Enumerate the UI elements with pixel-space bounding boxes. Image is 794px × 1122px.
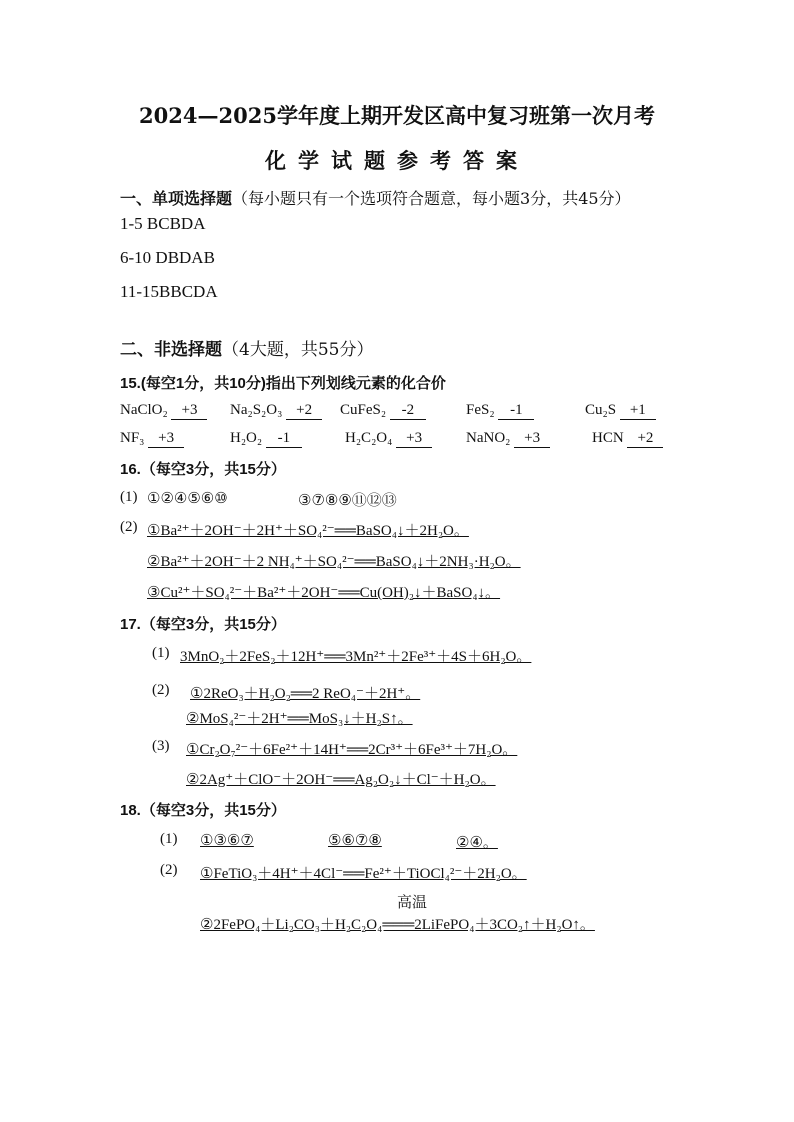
q17-part2-label: (2) (152, 682, 170, 698)
q15-item: CuFeS₂ -2 (340, 402, 426, 420)
q15-item: HCN +2 (592, 430, 663, 448)
page-title: 2024—2025学年度上期开发区高中复习班第一次月考 (139, 103, 655, 128)
q17-part1-label: (1) (152, 645, 170, 661)
q15-item: NaNO₂ +3 (466, 430, 550, 448)
q18-part1-answer-b: ⑤⑥⑦⑧ (328, 833, 382, 849)
q15-item: NaClO₂ +3 (120, 402, 207, 420)
q17-header: 17.（每空3分，共15分） (120, 616, 286, 633)
q15-header: 15.(每空1分，共10分)指出下列划线元素的化合价 (120, 375, 446, 392)
mc-row-1: 1-5 BCBDA (120, 214, 206, 233)
page-subtitle: 化学试题参考答案 (265, 148, 529, 173)
q15-item: FeS₂ -1 (466, 402, 534, 420)
q15-item: Cu₂S +1 (585, 402, 656, 420)
q17-part3-equation-2: ②2Ag⁺＋ClO⁻＋2OH⁻══Ag₂O₂↓＋Cl⁻＋H₂O。 (186, 772, 496, 788)
section1-heading: 一、单项选择题 (120, 189, 233, 208)
q17-part2-equation-2: ②MoS₄²⁻＋2H⁺══MoS₃↓＋H₂S↑。 (186, 711, 413, 727)
q18-part2-label: (2) (160, 862, 178, 878)
q18-part1-answer-a: ①③⑥⑦ (200, 833, 254, 849)
q17-part1-equation: 3MnO₂＋2FeS₂＋12H⁺══3Mn²⁺＋2Fe³⁺＋4S＋6H₂O。 (180, 649, 532, 665)
q16-equation-2: ②Ba²⁺＋2OH⁻＋2 NH₄⁺＋SO₄²⁻══BaSO₄↓＋2NH₃·H₂O。 (147, 554, 521, 570)
q18-part1-label: (1) (160, 831, 178, 847)
reaction-condition-label: 高温 (397, 895, 428, 911)
q16-part1-answer-b: ③⑦⑧⑨⑪⑫⑬ (298, 493, 397, 509)
q17-part3-label: (3) (152, 738, 170, 754)
q17-part3-equation-1: ①Cr₂O₇²⁻＋6Fe²⁺＋14H⁺══2Cr³⁺＋6Fe³⁺＋7H₂O。 (186, 742, 518, 758)
section1-header (120, 186, 631, 209)
q15-item: H₂O₂ -1 (230, 430, 302, 448)
section2-header (120, 335, 373, 360)
q15-item: H₂C₂O₄ +3 (345, 430, 432, 448)
mc-row-3: 11-15BBCDA (120, 282, 218, 301)
q16-part1-answer-a: ①②④⑤⑥⑩ (147, 491, 228, 507)
section2-note: （4大题，共55分） (222, 340, 374, 360)
q15-item: Na₂S₂O₃ +2 (230, 402, 322, 420)
q17-part2-equation-1: ①2ReO₃＋H₂O₂══2 ReO₄⁻＋2H⁺。 (190, 686, 421, 702)
q16-equation-3: ③Cu²⁺＋SO₄²⁻＋Ba²⁺＋2OH⁻══Cu(OH)₂↓＋BaSO₄↓。 (147, 585, 501, 601)
section2-heading: 二、非选择题 (120, 340, 222, 360)
q15-item: NF₃ +3 (120, 430, 184, 448)
q18-part2-equation-1: ①FeTiO₃＋4H⁺＋4Cl⁻══Fe²⁺＋TiOCl₄²⁻＋2H₂O。 (200, 866, 527, 882)
q16-equation-1: ①Ba²⁺＋2OH⁻＋2H⁺＋SO₄²⁻══BaSO₄↓＋2H₂O。 (147, 523, 469, 539)
q16-part1-label: (1) (120, 489, 138, 505)
q16-header: 16.（每空3分，共15分） (120, 461, 286, 478)
section1-note: （每小题只有一个选项符合题意，每小题3分，共45分） (232, 189, 631, 208)
q18-part1-answer-c: ②④。 (456, 835, 498, 851)
mc-row-2: 6-10 DBDAB (120, 248, 215, 267)
q18-header: 18.（每空3分，共15分） (120, 802, 286, 819)
q16-part2-label: (2) (120, 519, 138, 535)
q18-part2-equation-2: ②2FePO₄＋Li₂CO₃＋H₂C₂O₄═══2LiFePO₄＋3CO₂↑＋H₂O↑。 (200, 917, 595, 933)
